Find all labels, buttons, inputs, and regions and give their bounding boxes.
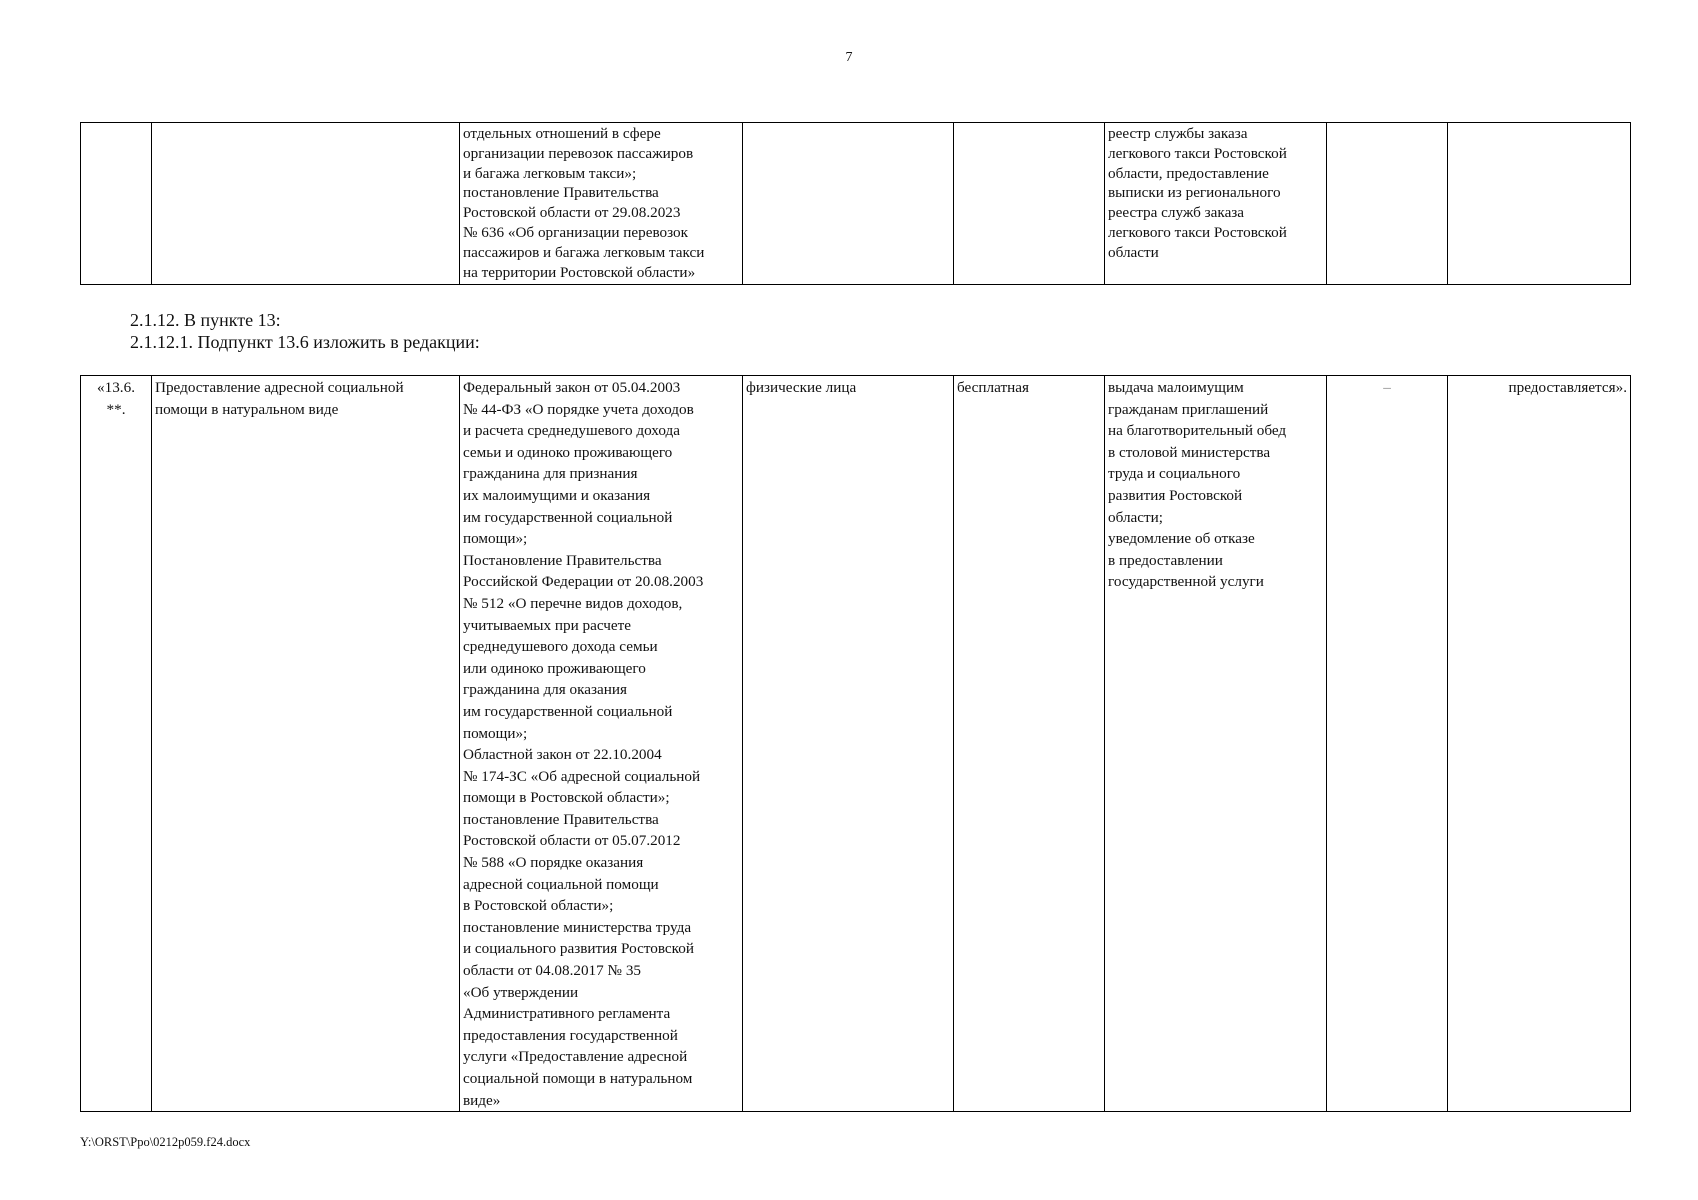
- paragraph-subpoint-13-6: 2.1.12.1. Подпункт 13.6 изложить в редакции:: [130, 332, 480, 352]
- page-number: 7: [845, 50, 853, 65]
- cell-result: выдача малоимущим гражданам приглашений на благотворительный обед в столовой министерства труда и социального развития Ростовской области; уведомление об отказе в предоставлении государственной услуги: [1105, 376, 1327, 1112]
- paragraph-point-13: 2.1.12. В пункте 13:: [130, 310, 281, 330]
- cell-column-8: [1448, 123, 1631, 285]
- cell-result: реестр службы заказа легкового такси Ростовской области, предоставление выписки из регионального реестра служб заказа легкового такси Ростовской области: [1105, 123, 1327, 285]
- footer-file-path: Y:\ORST\Ppo\0212p059.f24.docx: [80, 1135, 251, 1149]
- cell-column-7: –: [1327, 376, 1448, 1112]
- main-table: [80, 375, 1631, 1112]
- cell-payment: [954, 123, 1105, 285]
- cell-column-8: предоставляется».: [1448, 376, 1631, 1112]
- table-row: [81, 123, 1631, 285]
- cell-service-name: Предоставление адресной социальной помощи в натуральном виде: [152, 376, 460, 1112]
- cell-number: «13.6. **.: [81, 376, 152, 1112]
- cell-column-7: [1327, 123, 1448, 285]
- cell-legal-basis: отдельных отношений в сфере организации перевозок пассажиров и багажа легковым такси»; постановление Правительства Ростовской области от 29.08.2023 № 636 «Об организации перевозок пассажиров и багажа легковым такси на территории Ростовской области»: [460, 123, 743, 285]
- cell-payment: бесплатная: [954, 376, 1105, 1112]
- cell-legal-basis: Федеральный закон от 05.04.2003 № 44-ФЗ «О порядке учета доходов и расчета среднедушевого дохода семьи и одиноко проживающего гражданина для признания их малоимущими и оказания им государственной социальной помощи»; Постановление Правительства Российской Федерации от 20.08.2003 № 512 «О перечне видов доходов, учитываемых при расчете среднедушевого дохода семьи или одиноко проживающего гражданина для оказания им государственной социальной помощи»; Областной закон от 22.10.2004 № 174-ЗС «Об адресной социальной помощи в Ростовской области»; постановление Правительства Ростовской области от 05.07.2012 № 588 «О порядке оказания адресной социальной помощи в Ростовской области»; постановление министерства труда и социального развития Ростовской области от 04.08.2017 № 35 «Об утверждении Административного регламента предоставления государственной услуги «Предоставление адресной социальной помощи в натуральном виде»: [460, 376, 743, 1112]
- top-table: [80, 122, 1631, 285]
- cell-number: [81, 123, 152, 285]
- cell-recipients: [743, 123, 954, 285]
- cell-service-name: [152, 123, 460, 285]
- table-row: [81, 376, 1631, 1112]
- cell-recipients: физические лица: [743, 376, 954, 1112]
